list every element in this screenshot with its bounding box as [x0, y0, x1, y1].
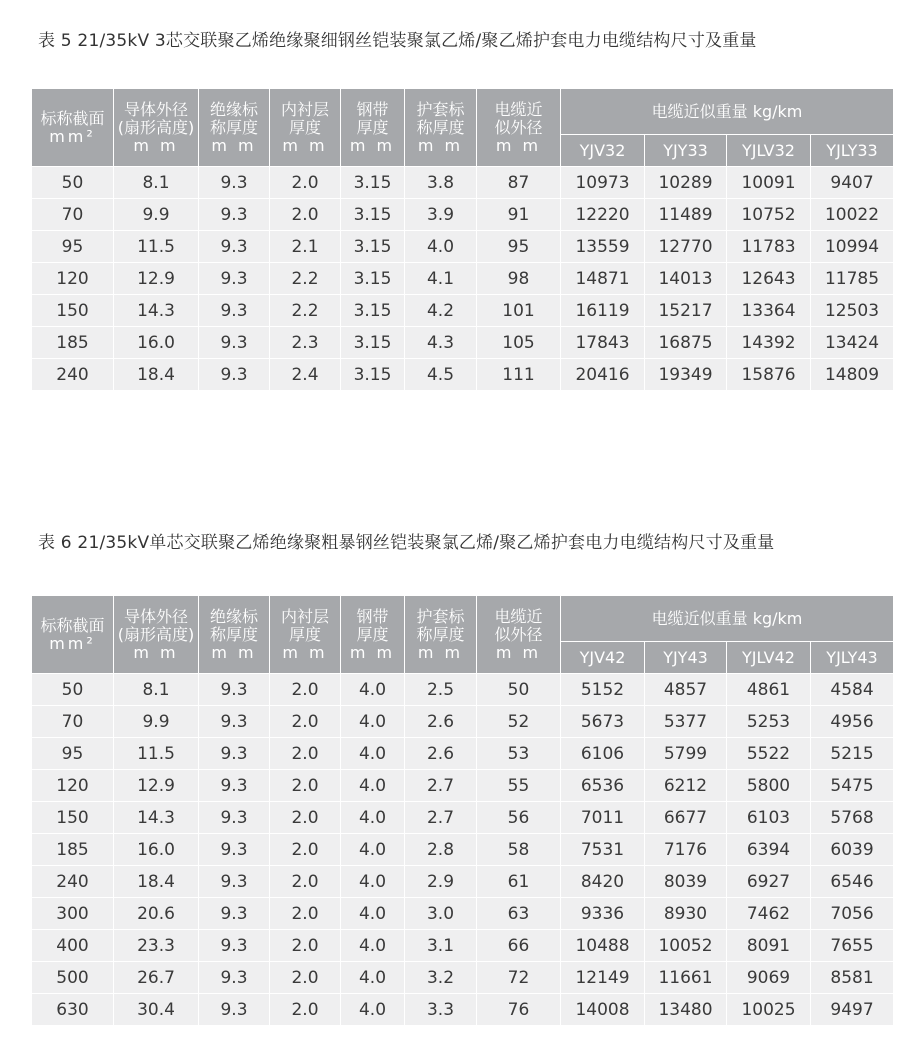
- table-row: [32, 327, 894, 359]
- table-cell: 98: [477, 263, 561, 295]
- weight-group-header: 电缆近似重量 kg/km: [561, 89, 894, 135]
- header-line: 内衬层: [280, 99, 329, 119]
- table-cell: 2.4: [270, 359, 341, 391]
- table-cell: 7531: [561, 834, 645, 866]
- header-line: m m: [211, 135, 257, 155]
- table-row: [32, 263, 894, 295]
- table-cell: 5799: [645, 738, 727, 770]
- table-cell: 63: [477, 898, 561, 930]
- table-cell: 9.3: [199, 359, 270, 391]
- table-cell: 8930: [645, 898, 727, 930]
- model-header: YJY43: [645, 642, 727, 674]
- table-cell: 20416: [561, 359, 645, 391]
- table-cell: 6039: [811, 834, 894, 866]
- table-cell: 500: [32, 962, 114, 994]
- table-cell: 8.1: [114, 167, 199, 199]
- table-cell: 150: [32, 295, 114, 327]
- table-cell: 4.0: [341, 834, 405, 866]
- table-cell: 101: [477, 295, 561, 327]
- table-cell: 2.0: [270, 738, 341, 770]
- table-cell: 120: [32, 770, 114, 802]
- table-row: [32, 706, 894, 738]
- header-line: 导体外径: [123, 606, 188, 626]
- table-cell: 9.3: [199, 738, 270, 770]
- table-cell: 5253: [727, 706, 811, 738]
- table-cell: 3.15: [341, 327, 405, 359]
- table-cell: 9.3: [199, 231, 270, 263]
- table-cell: 8091: [727, 930, 811, 962]
- model-header: YJLY43: [811, 642, 894, 674]
- table-cell: 105: [477, 327, 561, 359]
- table-cell: 4.0: [341, 674, 405, 706]
- table-cell: 6677: [645, 802, 727, 834]
- column-header: [477, 89, 561, 167]
- table-cell: 4956: [811, 706, 894, 738]
- table-cell: 9.3: [199, 263, 270, 295]
- table-cell: 3.15: [341, 359, 405, 391]
- header-line: m m: [211, 642, 257, 662]
- table-cell: 70: [32, 706, 114, 738]
- table-cell: 12643: [727, 263, 811, 295]
- table-cell: 9.3: [199, 674, 270, 706]
- table-cell: 2.0: [270, 930, 341, 962]
- table-5-caption: 表 5 21/35kV 3芯交联聚乙烯绝缘聚细钢丝铠装聚氯乙烯/聚乙烯护套电力电缆结构尺寸及重量: [38, 31, 757, 51]
- table-cell: 66: [477, 930, 561, 962]
- header-line: 似外径: [494, 624, 543, 644]
- table-cell: 630: [32, 994, 114, 1026]
- header-line: m m: [349, 135, 396, 155]
- table-cell: 13480: [645, 994, 727, 1026]
- table-cell: 5673: [561, 706, 645, 738]
- table-cell: 4861: [727, 674, 811, 706]
- table-row: [32, 770, 894, 802]
- header-line: mm²: [49, 126, 96, 146]
- table-row: [32, 359, 894, 391]
- table-cell: 14.3: [114, 295, 199, 327]
- table-cell: 9069: [727, 962, 811, 994]
- table-cell: 2.6: [405, 738, 477, 770]
- table-cell: 3.1: [405, 930, 477, 962]
- table-cell: 10091: [727, 167, 811, 199]
- table-cell: 9.9: [114, 199, 199, 231]
- column-header: [32, 596, 114, 674]
- table-cell: 2.1: [270, 231, 341, 263]
- table-cell: 26.7: [114, 962, 199, 994]
- table-6-caption: 表 6 21/35kV单芯交联聚乙烯绝缘聚粗暴钢丝铠装聚氯乙烯/聚乙烯护套电力电缆结构尺寸及重量: [38, 533, 775, 553]
- table-row: [32, 231, 894, 263]
- column-header: [199, 89, 270, 167]
- table-cell: 2.0: [270, 962, 341, 994]
- table-cell: 2.8: [405, 834, 477, 866]
- table-cell: 9.3: [199, 327, 270, 359]
- table-cell: 95: [477, 231, 561, 263]
- table-cell: 400: [32, 930, 114, 962]
- table-cell: 12220: [561, 199, 645, 231]
- header-line: m m: [133, 135, 179, 155]
- table-row: [32, 199, 894, 231]
- header-line: m m: [417, 135, 464, 155]
- table-cell: 4857: [645, 674, 727, 706]
- table-row: [32, 802, 894, 834]
- column-header: [270, 596, 341, 674]
- table-cell: 30.4: [114, 994, 199, 1026]
- table-cell: 7176: [645, 834, 727, 866]
- table-cell: 4.3: [405, 327, 477, 359]
- table-row: [32, 834, 894, 866]
- weight-group-header: 电缆近似重量 kg/km: [561, 596, 894, 642]
- table-cell: 55: [477, 770, 561, 802]
- table-row: [32, 674, 894, 706]
- table-cell: 111: [477, 359, 561, 391]
- table-cell: 17843: [561, 327, 645, 359]
- column-header: [477, 596, 561, 674]
- header-line: 绝缘标: [209, 606, 258, 626]
- table-cell: 9.3: [199, 834, 270, 866]
- table-cell: 11783: [727, 231, 811, 263]
- table-cell: 7462: [727, 898, 811, 930]
- table-6: [31, 595, 894, 1026]
- header-line: 钢带: [356, 99, 389, 119]
- table-cell: 3.15: [341, 167, 405, 199]
- table-cell: 95: [32, 231, 114, 263]
- table-cell: 15876: [727, 359, 811, 391]
- table-cell: 58: [477, 834, 561, 866]
- table-cell: 14809: [811, 359, 894, 391]
- table-cell: 185: [32, 327, 114, 359]
- table-cell: 4.0: [341, 930, 405, 962]
- table-cell: 14008: [561, 994, 645, 1026]
- table-cell: 4.0: [341, 866, 405, 898]
- model-header: YJY33: [645, 135, 727, 167]
- table-cell: 3.8: [405, 167, 477, 199]
- table-cell: 4.5: [405, 359, 477, 391]
- table-cell: 2.0: [270, 706, 341, 738]
- table-row: [32, 930, 894, 962]
- table-row: [32, 898, 894, 930]
- column-header: [270, 89, 341, 167]
- table-cell: 2.0: [270, 898, 341, 930]
- column-header: [114, 89, 199, 167]
- table-cell: 87: [477, 167, 561, 199]
- table-cell: 10973: [561, 167, 645, 199]
- table-cell: 11.5: [114, 231, 199, 263]
- header-line: 护套标: [416, 606, 465, 626]
- table-cell: 14.3: [114, 802, 199, 834]
- column-header: [341, 596, 405, 674]
- table-cell: 2.0: [270, 834, 341, 866]
- table-cell: 61: [477, 866, 561, 898]
- table-cell: 4.0: [341, 802, 405, 834]
- table-cell: 3.2: [405, 962, 477, 994]
- table-cell: 4.0: [341, 898, 405, 930]
- table-cell: 3.15: [341, 199, 405, 231]
- header-line: 电缆近: [494, 606, 543, 626]
- table-cell: 2.2: [270, 263, 341, 295]
- table-cell: 9407: [811, 167, 894, 199]
- model-header: YJLV32: [727, 135, 811, 167]
- table-cell: 7011: [561, 802, 645, 834]
- header-line: m m: [282, 642, 328, 662]
- header-row: [32, 89, 894, 135]
- table-cell: 3.3: [405, 994, 477, 1026]
- table-cell: 9.3: [199, 770, 270, 802]
- table-cell: 5377: [645, 706, 727, 738]
- table-cell: 6536: [561, 770, 645, 802]
- table-cell: 9497: [811, 994, 894, 1026]
- header-line: m m: [495, 642, 542, 662]
- table-cell: 6212: [645, 770, 727, 802]
- table-cell: 13364: [727, 295, 811, 327]
- table-cell: 70: [32, 199, 114, 231]
- table-cell: 52: [477, 706, 561, 738]
- table-cell: 240: [32, 866, 114, 898]
- table-cell: 2.6: [405, 706, 477, 738]
- table-cell: 72: [477, 962, 561, 994]
- table-cell: 7056: [811, 898, 894, 930]
- header-line: 称厚度: [209, 117, 258, 137]
- table-cell: 2.0: [270, 199, 341, 231]
- table-cell: 6106: [561, 738, 645, 770]
- table-row: [32, 167, 894, 199]
- table-cell: 11.5: [114, 738, 199, 770]
- table-cell: 5475: [811, 770, 894, 802]
- table-cell: 10052: [645, 930, 727, 962]
- table-row: [32, 994, 894, 1026]
- table-cell: 3.15: [341, 231, 405, 263]
- table-cell: 3.15: [341, 295, 405, 327]
- header-line: mm²: [49, 633, 96, 653]
- table-cell: 11785: [811, 263, 894, 295]
- table-cell: 9336: [561, 898, 645, 930]
- table-cell: 9.3: [199, 167, 270, 199]
- header-line: (扇形高度): [117, 117, 195, 137]
- header-line: 电缆近: [494, 99, 543, 119]
- table-cell: 12770: [645, 231, 727, 263]
- table-cell: 3.0: [405, 898, 477, 930]
- header-line: 内衬层: [280, 606, 329, 626]
- column-header: [341, 89, 405, 167]
- table-cell: 14871: [561, 263, 645, 295]
- column-header: [199, 596, 270, 674]
- table-cell: 9.9: [114, 706, 199, 738]
- table-cell: 2.0: [270, 674, 341, 706]
- table-cell: 13559: [561, 231, 645, 263]
- table-cell: 10022: [811, 199, 894, 231]
- table-cell: 10752: [727, 199, 811, 231]
- table-cell: 4.2: [405, 295, 477, 327]
- header-line: 似外径: [494, 117, 543, 137]
- table-cell: 9.3: [199, 295, 270, 327]
- table-5: [31, 88, 894, 391]
- header-line: 钢带: [356, 606, 389, 626]
- table-cell: 2.7: [405, 770, 477, 802]
- table-cell: 6103: [727, 802, 811, 834]
- table-cell: 50: [477, 674, 561, 706]
- table-cell: 2.0: [270, 167, 341, 199]
- header-line: 称厚度: [209, 624, 258, 644]
- table-row: [32, 738, 894, 770]
- header-line: 称厚度: [416, 624, 465, 644]
- table-cell: 5522: [727, 738, 811, 770]
- table-cell: 12149: [561, 962, 645, 994]
- table-cell: 16.0: [114, 327, 199, 359]
- table-cell: 13424: [811, 327, 894, 359]
- header-line: 导体外径: [123, 99, 188, 119]
- table-cell: 14392: [727, 327, 811, 359]
- model-header: YJLY33: [811, 135, 894, 167]
- table-cell: 8420: [561, 866, 645, 898]
- table-cell: 2.0: [270, 802, 341, 834]
- table-cell: 9.3: [199, 930, 270, 962]
- table-cell: 6394: [727, 834, 811, 866]
- table-cell: 50: [32, 674, 114, 706]
- table-cell: 5768: [811, 802, 894, 834]
- model-header: YJV32: [561, 135, 645, 167]
- table-cell: 12.9: [114, 770, 199, 802]
- table-cell: 4.0: [341, 994, 405, 1026]
- column-header: [405, 596, 477, 674]
- table-row: [32, 295, 894, 327]
- header-line: 绝缘标: [209, 99, 258, 119]
- model-header: YJLV42: [727, 642, 811, 674]
- header-line: 标称截面: [40, 108, 105, 128]
- table-cell: 18.4: [114, 866, 199, 898]
- table-cell: 120: [32, 263, 114, 295]
- table-cell: 2.0: [270, 866, 341, 898]
- table-cell: 23.3: [114, 930, 199, 962]
- table-cell: 95: [32, 738, 114, 770]
- table-cell: 76: [477, 994, 561, 1026]
- table-cell: 91: [477, 199, 561, 231]
- header-line: 厚度: [356, 624, 389, 644]
- table-cell: 2.3: [270, 327, 341, 359]
- header-line: 护套标: [416, 99, 465, 119]
- table-cell: 9.3: [199, 898, 270, 930]
- table-row: [32, 962, 894, 994]
- model-header: YJV42: [561, 642, 645, 674]
- table-cell: 5800: [727, 770, 811, 802]
- header-line: m m: [133, 642, 179, 662]
- table-cell: 8039: [645, 866, 727, 898]
- table-cell: 4.0: [341, 770, 405, 802]
- table-cell: 2.2: [270, 295, 341, 327]
- table-cell: 6927: [727, 866, 811, 898]
- table-cell: 2.0: [270, 770, 341, 802]
- table-cell: 53: [477, 738, 561, 770]
- table-cell: 300: [32, 898, 114, 930]
- header-line: 厚度: [356, 117, 389, 137]
- table-cell: 10025: [727, 994, 811, 1026]
- table-cell: 5152: [561, 674, 645, 706]
- table-cell: 6546: [811, 866, 894, 898]
- header-line: 标称截面: [40, 615, 105, 635]
- table-cell: 56: [477, 802, 561, 834]
- header-line: m m: [495, 135, 542, 155]
- table-row: [32, 866, 894, 898]
- table-cell: 9.3: [199, 802, 270, 834]
- table-cell: 16119: [561, 295, 645, 327]
- table-cell: 2.7: [405, 802, 477, 834]
- header-line: m m: [282, 135, 328, 155]
- table-cell: 2.5: [405, 674, 477, 706]
- table-cell: 4.0: [341, 738, 405, 770]
- table-cell: 4.0: [341, 962, 405, 994]
- table-cell: 185: [32, 834, 114, 866]
- header-line: 厚度: [288, 624, 321, 644]
- table-cell: 20.6: [114, 898, 199, 930]
- table-cell: 5215: [811, 738, 894, 770]
- table-cell: 9.3: [199, 962, 270, 994]
- table-cell: 19349: [645, 359, 727, 391]
- header-row: [32, 596, 894, 642]
- header-line: m m: [349, 642, 396, 662]
- table-cell: 11489: [645, 199, 727, 231]
- table-cell: 16875: [645, 327, 727, 359]
- table-cell: 240: [32, 359, 114, 391]
- table-cell: 150: [32, 802, 114, 834]
- column-header: [114, 596, 199, 674]
- table-cell: 3.15: [341, 263, 405, 295]
- table-cell: 4.0: [341, 706, 405, 738]
- table-cell: 9.3: [199, 994, 270, 1026]
- table-cell: 10488: [561, 930, 645, 962]
- table-cell: 15217: [645, 295, 727, 327]
- header-line: m m: [417, 642, 464, 662]
- header-line: 称厚度: [416, 117, 465, 137]
- table-cell: 16.0: [114, 834, 199, 866]
- table-cell: 8.1: [114, 674, 199, 706]
- table-cell: 50: [32, 167, 114, 199]
- table-cell: 2.9: [405, 866, 477, 898]
- table-cell: 8581: [811, 962, 894, 994]
- table-cell: 4584: [811, 674, 894, 706]
- table-cell: 10994: [811, 231, 894, 263]
- table-cell: 10289: [645, 167, 727, 199]
- table-cell: 3.9: [405, 199, 477, 231]
- table-cell: 9.3: [199, 199, 270, 231]
- table-cell: 2.0: [270, 994, 341, 1026]
- table-cell: 7655: [811, 930, 894, 962]
- table-cell: 9.3: [199, 866, 270, 898]
- table-cell: 11661: [645, 962, 727, 994]
- table-cell: 4.0: [405, 231, 477, 263]
- table-cell: 14013: [645, 263, 727, 295]
- table-cell: 4.1: [405, 263, 477, 295]
- header-line: 厚度: [288, 117, 321, 137]
- header-line: (扇形高度): [117, 624, 195, 644]
- table-cell: 18.4: [114, 359, 199, 391]
- column-header: [405, 89, 477, 167]
- table-cell: 12.9: [114, 263, 199, 295]
- table-cell: 12503: [811, 295, 894, 327]
- table-cell: 9.3: [199, 706, 270, 738]
- column-header: [32, 89, 114, 167]
